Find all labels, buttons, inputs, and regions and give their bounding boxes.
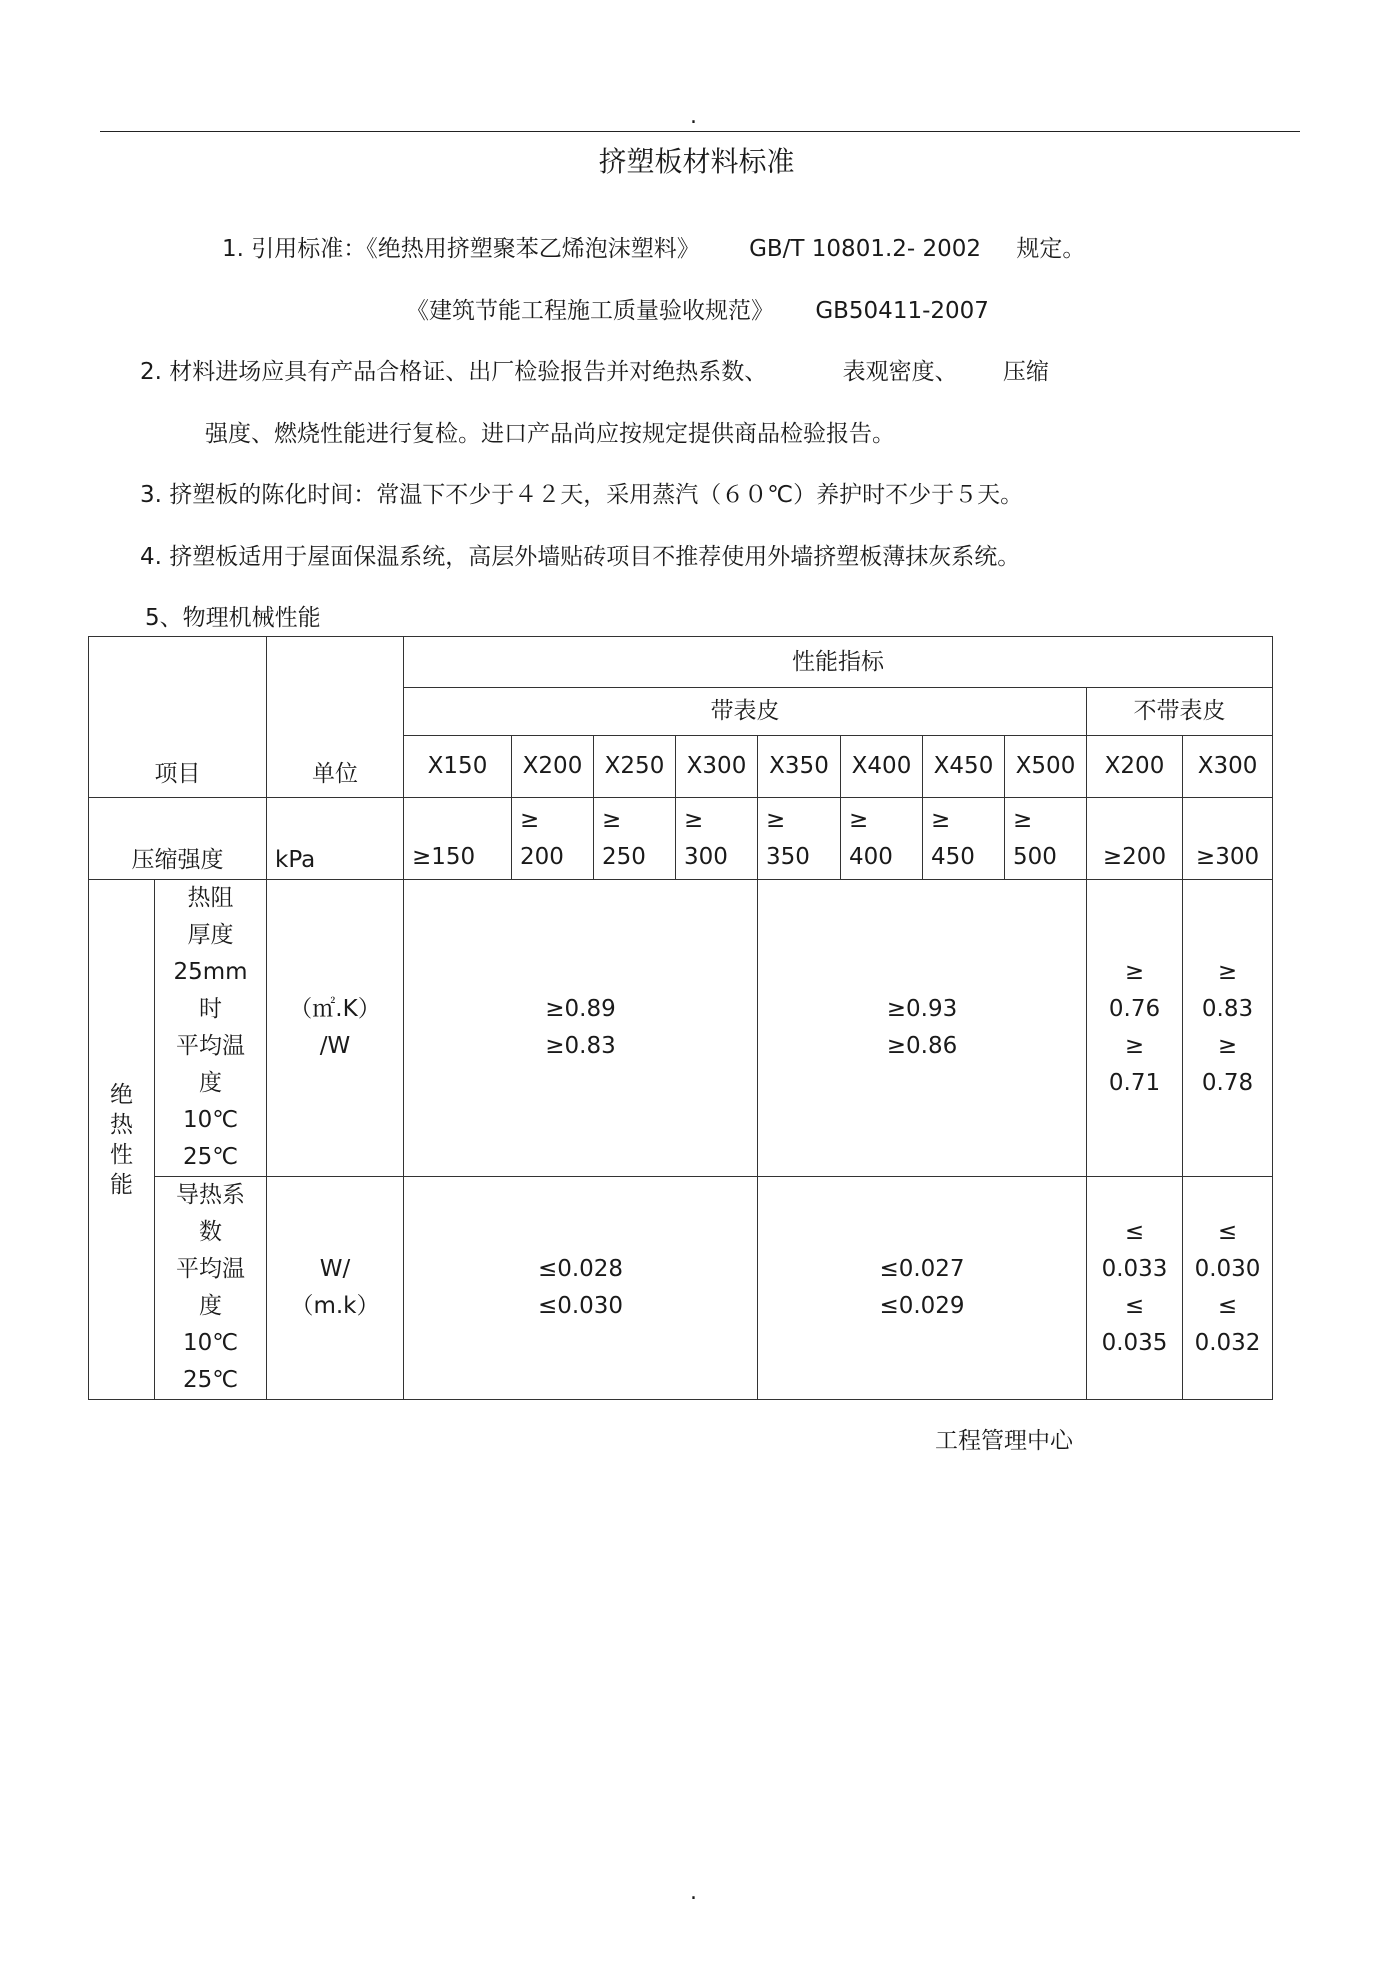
clause-1b-text: 《建筑节能工程施工质量验收规范》 (406, 298, 774, 324)
value-bottom: ≥150 (412, 843, 476, 870)
clause-4: 4. 挤塑板适用于屋面保温系统，高层外墙贴砖项目不推荐使用外墙挤塑板薄抹灰系统。 (140, 544, 1021, 570)
label-line: 导热系 (176, 1182, 245, 1208)
value-top: ≥ (684, 806, 704, 833)
value-top (1183, 802, 1272, 839)
value-line: 0.83 (1201, 996, 1254, 1022)
value-line: ≥0.89 (545, 996, 616, 1022)
value-line: 0.035 (1101, 1330, 1168, 1356)
clause-2 (140, 353, 1049, 386)
thermal-resistance-x200 (1087, 880, 1183, 1177)
header-rule (100, 131, 1300, 132)
value-bottom: ≥200 (1102, 843, 1167, 870)
value-line: ≤0.027 (879, 1256, 965, 1282)
value-line: 0.76 (1108, 996, 1161, 1022)
thermal-resistance-group-1 (404, 880, 758, 1177)
header-mark: . (690, 104, 697, 129)
value-line: ≥ (1124, 1033, 1145, 1059)
header-without-skin: 不带表皮 (1087, 688, 1273, 736)
compress-value (758, 798, 841, 880)
label-line: 度 (199, 1070, 222, 1096)
value-top (412, 802, 511, 839)
value-bottom: 200 (520, 843, 564, 870)
grade-cell: X150 (404, 736, 512, 798)
thermal-resistance-label (155, 880, 267, 1177)
compress-unit: kPa (267, 798, 404, 880)
signature: 工程管理中心 (935, 1428, 1073, 1454)
label-line: 10℃ (182, 1107, 239, 1133)
grade-cell: X400 (841, 736, 923, 798)
label-line: 厚度 (187, 922, 234, 948)
value-bottom: 500 (1013, 843, 1057, 870)
value-line: ≤ (1217, 1293, 1238, 1319)
header-unit: 单位 (267, 637, 404, 798)
compress-value (1183, 798, 1273, 880)
value-line: ≥0.83 (545, 1033, 616, 1059)
grade-cell: X450 (923, 736, 1005, 798)
value-bottom: ≥300 (1195, 843, 1260, 870)
header-performance: 性能指标 (404, 637, 1273, 688)
clause-3: 3. 挤塑板的陈化时间：常温下不少于４２天，采用蒸汽（６０℃）养护时不少于５天。 (140, 482, 1024, 508)
label-line: 时 (199, 996, 222, 1022)
value-line: ≤0.030 (537, 1293, 624, 1319)
compress-value (1087, 798, 1183, 880)
compress-value (512, 798, 594, 880)
value-line: 0.030 (1194, 1256, 1261, 1282)
label-line: 平均温 (176, 1256, 245, 1282)
value-bottom: 350 (766, 843, 810, 870)
conductivity-group-2 (758, 1177, 1087, 1400)
value-top: ≥ (1013, 806, 1033, 833)
value-top (1087, 802, 1182, 839)
grade-cell: X250 (594, 736, 676, 798)
clause-1b (406, 292, 989, 325)
clause-2-mid: 表观密度、 (842, 359, 958, 385)
label-line: 10℃ (182, 1330, 239, 1356)
value-line: ≥ (1124, 959, 1145, 985)
clause-1 (222, 230, 1085, 263)
thermal-resistance-group-2 (758, 880, 1087, 1177)
grade-cell: X300 (1183, 736, 1273, 798)
compress-value (841, 798, 923, 880)
compress-value (1005, 798, 1087, 880)
conductivity-unit (267, 1177, 404, 1400)
clause-1-end: 规定。 (1016, 236, 1086, 262)
compress-value (594, 798, 676, 880)
label-line: 热阻 (187, 885, 234, 911)
compress-label: 压缩强度 (89, 798, 267, 880)
conductivity-group-1 (404, 1177, 758, 1400)
grade-cell: X500 (1005, 736, 1087, 798)
value-bottom: 450 (931, 843, 975, 870)
value-top: ≥ (849, 806, 869, 833)
compress-value (923, 798, 1005, 880)
label-line: 度 (199, 1293, 222, 1319)
value-line: ≤ (1217, 1219, 1238, 1245)
compress-value (404, 798, 512, 880)
value-bottom: 300 (684, 843, 728, 870)
label-line: 数 (199, 1219, 222, 1245)
unit-line: /W (319, 1033, 351, 1059)
header-item: 项目 (89, 637, 267, 798)
value-line: ≥ (1217, 959, 1238, 985)
value-top: ≥ (520, 806, 540, 833)
value-top: ≥ (931, 806, 951, 833)
unit-line: （㎡.K） (289, 996, 381, 1022)
label-line: 25℃ (182, 1144, 239, 1170)
value-line: ≥0.86 (886, 1033, 958, 1059)
performance-table (88, 636, 1273, 1400)
thermal-group-text: 绝热性能 (110, 1081, 133, 1198)
conductivity-label (155, 1177, 267, 1400)
conductivity-x300 (1183, 1177, 1273, 1400)
clause-2-end: 压缩 (1002, 359, 1049, 385)
value-line: 0.71 (1108, 1070, 1161, 1096)
value-top: ≥ (602, 806, 622, 833)
value-bottom: 400 (849, 843, 893, 870)
value-top: ≥ (766, 806, 786, 833)
compress-value (676, 798, 758, 880)
footer-mark: . (690, 1880, 697, 1905)
label-line: 平均温 (176, 1033, 245, 1059)
thermal-resistance-x300 (1183, 880, 1273, 1177)
page-title: 挤塑板材料标准 (598, 145, 795, 178)
value-line: 0.032 (1194, 1330, 1261, 1356)
conductivity-x200 (1087, 1177, 1183, 1400)
unit-line: （m.k） (290, 1293, 380, 1319)
value-line: 0.033 (1101, 1256, 1168, 1282)
header-with-skin: 带表皮 (404, 688, 1087, 736)
grade-cell: X200 (512, 736, 594, 798)
clause-2-text: 2. 材料进场应具有产品合格证、出厂检验报告并对绝热系数、 (140, 359, 768, 385)
grade-cell: X200 (1087, 736, 1183, 798)
value-line: ≥ (1217, 1033, 1238, 1059)
clause-1-text: 1. 引用标准：《绝热用挤塑聚苯乙烯泡沫塑料》 (222, 236, 700, 262)
value-line: ≤0.029 (879, 1293, 965, 1319)
value-bottom: 250 (602, 843, 646, 870)
value-line: ≤ (1124, 1293, 1145, 1319)
thermal-resistance-unit (267, 880, 404, 1177)
grade-cell: X350 (758, 736, 841, 798)
thermal-group-label (89, 880, 155, 1400)
clause-1-code: GB/T 10801.2- 2002 (749, 236, 982, 262)
value-line: 0.78 (1201, 1070, 1254, 1096)
value-line: ≥0.93 (886, 996, 958, 1022)
clause-1b-code: GB50411-2007 (815, 298, 989, 324)
unit-line: W/ (319, 1256, 351, 1282)
section-5-heading: 5、物理机械性能 (145, 605, 321, 631)
value-line: ≤ (1124, 1219, 1145, 1245)
clause-2b: 强度、燃烧性能进行复检。进口产品尚应按规定提供商品检验报告。 (205, 421, 895, 447)
value-line: ≤0.028 (537, 1256, 624, 1282)
label-line: 25℃ (182, 1367, 239, 1393)
label-line: 25mm (173, 959, 248, 985)
grade-cell: X300 (676, 736, 758, 798)
